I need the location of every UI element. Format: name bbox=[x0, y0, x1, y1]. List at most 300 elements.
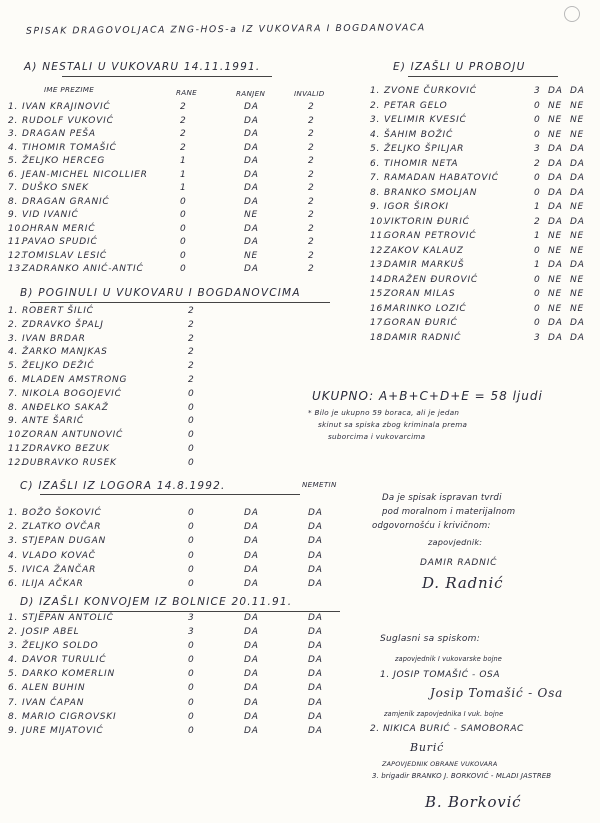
section-e-col-b: DA bbox=[548, 158, 563, 169]
section-e-col-c: DA bbox=[570, 187, 585, 198]
section-e-col-b: NE bbox=[548, 100, 563, 111]
section-e-row bbox=[370, 159, 595, 174]
section-b-number: 4. bbox=[8, 347, 19, 358]
section-e-col-c: NE bbox=[570, 115, 585, 125]
section-e-number: 16. bbox=[370, 303, 387, 314]
section-c-list bbox=[8, 508, 338, 593]
section-a-rane: 2 bbox=[180, 102, 187, 112]
section-e-col-a: 0 bbox=[534, 289, 541, 299]
section-b-row bbox=[8, 334, 338, 348]
section-d-number: 3. bbox=[8, 641, 19, 652]
section-c-col-c: DA bbox=[308, 550, 323, 561]
signer-1-signature: Josip Tomašić - Osa bbox=[430, 686, 564, 700]
attestation-role: zapovjednik: bbox=[428, 537, 483, 547]
section-e-name: BRANKO SMOLJAN bbox=[384, 187, 478, 198]
section-d-col-c: DA bbox=[308, 683, 323, 694]
section-a-invalid: 2 bbox=[308, 210, 315, 220]
section-e-name: VIKTORIN ĐURIĆ bbox=[384, 216, 470, 227]
section-a-ranjen: DA bbox=[244, 223, 259, 234]
section-d-col-c: DA bbox=[308, 627, 323, 638]
section-d-number: 4. bbox=[8, 655, 19, 666]
section-d-name: DARKO KOMERLIN bbox=[22, 669, 115, 680]
section-e-col-a: 2 bbox=[534, 216, 541, 227]
section-b-value: 0 bbox=[188, 416, 195, 427]
section-a-number: 1. bbox=[8, 102, 19, 112]
section-b-value: 0 bbox=[188, 443, 195, 454]
section-e-row bbox=[370, 130, 595, 145]
section-b-value: 2 bbox=[188, 333, 195, 344]
section-b-name: ŽELJKO DEŽIĆ bbox=[22, 361, 95, 372]
section-d-col-b: DA bbox=[244, 613, 259, 623]
section-e-number: 17. bbox=[370, 318, 387, 328]
section-a-invalid: 2 bbox=[308, 156, 315, 166]
section-e-row bbox=[370, 246, 595, 261]
section-c-col-c: DA bbox=[308, 578, 323, 589]
section-b-row bbox=[8, 458, 338, 472]
section-a-name: IVAN KRAJINOVIĆ bbox=[22, 102, 111, 112]
section-e-col-b: DA bbox=[548, 216, 563, 227]
section-d-col-a: 0 bbox=[188, 669, 195, 680]
section-a-rane: 0 bbox=[180, 250, 187, 261]
section-d-col-b: DA bbox=[244, 711, 259, 722]
section-a-number: 9. bbox=[8, 210, 19, 220]
section-d-col-a: 3 bbox=[188, 627, 195, 638]
section-c-number: 1. bbox=[8, 508, 19, 518]
section-a-row bbox=[8, 224, 338, 238]
section-a-name: TOMISLAV LESIĆ bbox=[22, 250, 108, 261]
section-a-name: ZADRANKO ANIĆ-ANTIĆ bbox=[22, 264, 144, 274]
section-a-invalid: 2 bbox=[308, 129, 315, 139]
section-a-row bbox=[8, 237, 338, 251]
section-e-col-b: DA bbox=[548, 260, 563, 270]
section-a-row bbox=[8, 264, 338, 278]
section-b-number: 6. bbox=[8, 374, 19, 385]
attestation-line-2: pod moralnom i materijalnom bbox=[382, 507, 516, 517]
section-e-col-a: 0 bbox=[534, 318, 541, 328]
section-d-row bbox=[8, 627, 338, 641]
section-a-row bbox=[8, 143, 338, 157]
section-e-col-c: DA bbox=[570, 173, 585, 183]
section-a-ranjen: DA bbox=[244, 264, 259, 274]
section-c-col-a: 0 bbox=[188, 536, 195, 547]
section-d-name: JOSIP ABEL bbox=[22, 627, 80, 638]
section-b-row bbox=[8, 403, 338, 417]
section-a-ranjen: NE bbox=[244, 250, 259, 261]
section-a-name: RUDOLF VUKOVIĆ bbox=[22, 115, 114, 126]
section-a-number: 5. bbox=[8, 156, 19, 166]
section-a-name: ŽELJKO HERCEG bbox=[22, 156, 106, 166]
section-a-row bbox=[8, 156, 338, 170]
section-d-row bbox=[8, 712, 338, 726]
section-a-invalid: 2 bbox=[308, 183, 315, 193]
section-b-value: 2 bbox=[188, 306, 195, 316]
section-a-rane: 0 bbox=[180, 196, 187, 207]
section-e-number: 9. bbox=[370, 202, 381, 212]
attestation-signature: D. Radnić bbox=[422, 574, 504, 592]
section-a-number: 8. bbox=[8, 196, 19, 207]
section-e-col-c: NE bbox=[570, 129, 585, 140]
document-title: SPISAK DRAGOVOLJACA ZNG-HOS-a IZ VUKOVARA I BOGDANOVACA bbox=[25, 22, 426, 37]
section-b-row bbox=[8, 375, 338, 389]
section-d-row bbox=[8, 641, 338, 655]
section-c-underline bbox=[40, 494, 300, 495]
section-e-number: 7. bbox=[370, 173, 381, 183]
section-a-ranjen: DA bbox=[244, 196, 259, 207]
section-d-col-a: 0 bbox=[188, 655, 195, 666]
section-e-list bbox=[370, 86, 595, 347]
section-c-col-b: DA bbox=[244, 564, 259, 575]
section-c-col-a: 0 bbox=[188, 578, 195, 589]
section-a-ranjen: NE bbox=[244, 210, 259, 220]
section-d-number: 2. bbox=[8, 627, 19, 638]
section-e-name: DAMIR RADNIĆ bbox=[384, 332, 462, 343]
section-d-col-a: 0 bbox=[188, 641, 195, 652]
section-b-value: 2 bbox=[188, 319, 195, 330]
section-c-col-c: DA bbox=[308, 508, 323, 518]
total-label: UKUPNO: A+B+C+D+E = 58 ljudi bbox=[312, 389, 543, 403]
section-d-list bbox=[8, 613, 338, 740]
section-b-value: 2 bbox=[188, 347, 195, 358]
section-a-number: 11. bbox=[8, 237, 25, 247]
section-a-invalid: 2 bbox=[308, 223, 315, 234]
section-d-col-c: DA bbox=[308, 711, 323, 722]
header-name: IME PREZIME bbox=[44, 85, 95, 94]
section-e-col-c: NE bbox=[570, 245, 585, 256]
section-b-value: 2 bbox=[188, 374, 195, 385]
section-c-col-b: DA bbox=[244, 508, 259, 518]
section-a-number: 3. bbox=[8, 129, 19, 139]
section-c-col-b: DA bbox=[244, 550, 259, 561]
section-b-row bbox=[8, 347, 338, 361]
section-b-row bbox=[8, 361, 338, 375]
section-e-col-c: DA bbox=[570, 158, 585, 169]
section-a-name: DRAGAN GRANIĆ bbox=[22, 196, 110, 207]
section-c-col-a: 0 bbox=[188, 508, 195, 518]
section-a-name: JEAN-MICHEL NICOLLIER bbox=[22, 169, 148, 180]
section-c-number: 5. bbox=[8, 564, 19, 575]
section-c-col-c: DA bbox=[308, 564, 323, 575]
section-d-col-c: DA bbox=[308, 697, 323, 708]
section-e-col-a: 2 bbox=[534, 158, 541, 169]
section-b-number: 3. bbox=[8, 333, 19, 344]
section-e-col-a: 0 bbox=[534, 115, 541, 125]
signer-2-role: zamjenik zapovjednika I vuk. bojne bbox=[384, 710, 504, 718]
section-d-col-a: 0 bbox=[188, 725, 195, 736]
header-invalid: INVALID bbox=[294, 89, 325, 98]
section-d-col-a: 3 bbox=[188, 613, 195, 623]
section-a-number: 4. bbox=[8, 142, 19, 153]
section-c-name: ILIJA AČKAR bbox=[22, 578, 84, 589]
section-e-name: RAMADAN HABATOVIĆ bbox=[384, 173, 499, 183]
section-a-rane: 1 bbox=[180, 169, 187, 180]
section-a-rane: 2 bbox=[180, 142, 187, 153]
section-a-row bbox=[8, 251, 338, 265]
section-d-name: ALEN BUHIN bbox=[22, 683, 86, 694]
section-e-name: ZORAN MILAS bbox=[384, 289, 456, 299]
section-d-row bbox=[8, 683, 338, 697]
header-rane: RANE bbox=[176, 88, 198, 97]
section-e-name: IGOR ŠIROKI bbox=[384, 202, 449, 212]
section-e-col-b: DA bbox=[548, 332, 563, 343]
section-c-name: BOŽO ŠOKOVIĆ bbox=[22, 508, 102, 518]
section-e-number: 15. bbox=[370, 289, 387, 299]
section-d-row bbox=[8, 669, 338, 683]
section-a-invalid: 2 bbox=[308, 169, 315, 180]
section-d-col-c: DA bbox=[308, 641, 323, 652]
section-a-row bbox=[8, 183, 338, 197]
section-b-number: 10. bbox=[8, 430, 25, 441]
section-e-col-b: NE bbox=[548, 115, 563, 125]
section-d-col-c: DA bbox=[308, 725, 323, 736]
signer-2-name: 2. NIKICA BURIĆ - SAMOBORAC bbox=[370, 724, 524, 734]
section-c-col-b: DA bbox=[244, 578, 259, 589]
section-b-name: MLADEN AMSTRONG bbox=[22, 374, 128, 385]
section-b-name: IVAN BRDAR bbox=[22, 333, 86, 344]
section-e-number: 4. bbox=[370, 129, 381, 140]
section-d-underline bbox=[40, 611, 340, 612]
section-d-number: 6. bbox=[8, 683, 19, 694]
header-ranjen: RANJEN bbox=[236, 89, 266, 98]
section-b-name: ANĐELKO SAKAŽ bbox=[22, 402, 109, 413]
section-a-name: DUŠKO SNEK bbox=[22, 183, 89, 193]
section-d-col-b: DA bbox=[244, 683, 259, 694]
section-c-col-a: 0 bbox=[188, 522, 195, 533]
section-d-col-a: 0 bbox=[188, 711, 195, 722]
section-a-invalid: 2 bbox=[308, 102, 315, 112]
section-e-row bbox=[370, 86, 595, 101]
section-a-invalid: 2 bbox=[308, 142, 315, 153]
section-e-col-a: 0 bbox=[534, 187, 541, 198]
section-e-name: ŽELJKO ŠPILJAR bbox=[384, 144, 465, 154]
section-d-number: 7. bbox=[8, 697, 19, 708]
section-c-row bbox=[8, 579, 338, 593]
section-e-row bbox=[370, 275, 595, 290]
section-d-col-b: DA bbox=[244, 669, 259, 680]
section-e-col-c: NE bbox=[570, 100, 585, 111]
section-d-number: 8. bbox=[8, 711, 19, 722]
section-d-name: DAVOR TURULIĆ bbox=[22, 655, 107, 666]
section-c-name: STJEPAN DUGAN bbox=[22, 536, 107, 547]
section-e-row bbox=[370, 115, 595, 130]
section-a-ranjen: DA bbox=[244, 102, 259, 112]
section-a-invalid: 2 bbox=[308, 115, 315, 126]
section-c-row bbox=[8, 522, 338, 536]
section-e-number: 14. bbox=[370, 274, 387, 285]
section-e-col-a: 1 bbox=[534, 231, 541, 241]
section-a-name: OHRAN MERIĆ bbox=[22, 223, 96, 234]
section-a-name: DRAGAN PEŠA bbox=[22, 129, 96, 139]
section-e-name: VELIMIR KVESIĆ bbox=[384, 115, 467, 125]
section-e-col-a: 0 bbox=[534, 245, 541, 256]
section-d-col-a: 0 bbox=[188, 683, 195, 694]
section-b-row bbox=[8, 416, 338, 430]
section-e-col-c: NE bbox=[570, 231, 585, 241]
section-e-col-a: 3 bbox=[534, 86, 541, 96]
section-d-number: 9. bbox=[8, 725, 19, 736]
section-d-col-b: DA bbox=[244, 641, 259, 652]
section-e-col-a: 0 bbox=[534, 274, 541, 285]
section-c-col-a: 0 bbox=[188, 550, 195, 561]
section-d-col-b: DA bbox=[244, 655, 259, 666]
section-a-rane: 0 bbox=[180, 223, 187, 234]
section-e-col-c: NE bbox=[570, 289, 585, 299]
section-a-invalid: 2 bbox=[308, 237, 315, 247]
section-d-col-b: DA bbox=[244, 627, 259, 638]
section-e-row bbox=[370, 260, 595, 275]
section-a-rane: 0 bbox=[180, 264, 187, 274]
section-d-name: JURE MIJATOVIĆ bbox=[22, 725, 104, 736]
section-a-ranjen: DA bbox=[244, 142, 259, 153]
agreement-heading: Suglasni sa spiskom: bbox=[380, 634, 481, 644]
section-e-col-a: 1 bbox=[534, 260, 541, 270]
section-b-number: 5. bbox=[8, 361, 19, 372]
section-b-number: 12. bbox=[8, 457, 25, 468]
section-e-row bbox=[370, 202, 595, 217]
section-d-col-c: DA bbox=[308, 613, 323, 623]
section-b-underline bbox=[30, 302, 330, 303]
section-e-col-c: DA bbox=[570, 216, 585, 227]
section-a-invalid: 2 bbox=[308, 250, 315, 261]
section-a-ranjen: DA bbox=[244, 237, 259, 247]
section-e-name: PETAR GELO bbox=[384, 100, 448, 111]
section-d-number: 5. bbox=[8, 669, 19, 680]
section-d-col-c: DA bbox=[308, 669, 323, 680]
section-c-number: 6. bbox=[8, 578, 19, 589]
total-note-line-3: suborcima i vukovarcima bbox=[328, 432, 426, 441]
section-e-col-b: NE bbox=[548, 245, 563, 256]
section-e-number: 2. bbox=[370, 100, 381, 111]
section-a-rane: 1 bbox=[180, 183, 187, 193]
section-e-col-c: NE bbox=[570, 303, 585, 314]
section-e-number: 13. bbox=[370, 260, 387, 270]
section-e-col-b: DA bbox=[548, 202, 563, 212]
section-d-name: MARIO CIGROVSKI bbox=[22, 711, 117, 722]
section-e-col-c: DA bbox=[570, 86, 585, 96]
section-b-row bbox=[8, 389, 338, 403]
section-b-value: 2 bbox=[188, 361, 195, 372]
section-e-number: 12. bbox=[370, 245, 387, 256]
section-a-rane: 1 bbox=[180, 156, 187, 166]
signer-3-role: ZAPOVJEDNIK OBRANE VUKOVARA bbox=[382, 760, 498, 768]
section-b-row bbox=[8, 306, 338, 320]
section-d-name: ŽELJKO SOLDO bbox=[22, 641, 99, 652]
section-c-col-b: DA bbox=[244, 536, 259, 547]
section-e-col-b: NE bbox=[548, 129, 563, 140]
section-e-col-a: 0 bbox=[534, 129, 541, 140]
section-d-col-a: 0 bbox=[188, 697, 195, 708]
section-e-underline bbox=[408, 76, 558, 77]
section-e-col-b: DA bbox=[548, 144, 563, 154]
section-e-name: ZVONE ČURKOVIĆ bbox=[384, 86, 477, 96]
section-e-row bbox=[370, 289, 595, 304]
corner-mark bbox=[564, 6, 580, 22]
section-a-ranjen: DA bbox=[244, 115, 259, 126]
section-b-number: 11. bbox=[8, 443, 25, 454]
section-b-name: ROBERT ŠILIĆ bbox=[22, 306, 94, 316]
section-a-ranjen: DA bbox=[244, 169, 259, 180]
section-c-row bbox=[8, 536, 338, 550]
section-b-name: NIKOLA BOGOJEVIĆ bbox=[22, 388, 122, 399]
section-b-value: 0 bbox=[188, 430, 195, 441]
section-c-name: IVICA ŽANČAR bbox=[22, 564, 97, 575]
attestation-line-1: Da je spisak ispravan tvrdi bbox=[382, 493, 502, 503]
section-b-name: DUBRAVKO RUSEK bbox=[22, 457, 117, 468]
section-c-col-c: DA bbox=[308, 522, 323, 533]
section-e-number: 11. bbox=[370, 231, 387, 241]
section-b-row bbox=[8, 444, 338, 458]
section-a-list bbox=[8, 102, 338, 278]
section-c-heading-extra: NEMETIN bbox=[302, 480, 337, 489]
section-a-number: 2. bbox=[8, 115, 19, 126]
section-e-row bbox=[370, 304, 595, 319]
section-d-name: IVAN ĆAPAN bbox=[22, 697, 85, 708]
section-a-rane: 0 bbox=[180, 237, 187, 247]
section-a-name: VID IVANIĆ bbox=[22, 210, 79, 220]
total-note-line-1: * Bilo je ukupno 59 boraca, ali je jedan bbox=[308, 408, 460, 417]
section-e-col-c: DA bbox=[570, 260, 585, 270]
section-a-invalid: 2 bbox=[308, 264, 315, 274]
section-c-col-c: DA bbox=[308, 536, 323, 547]
section-d-col-c: DA bbox=[308, 655, 323, 666]
section-d-col-b: DA bbox=[244, 725, 259, 736]
signer-2-signature: Burić bbox=[410, 741, 445, 754]
section-b-row bbox=[8, 320, 338, 334]
section-e-number: 1. bbox=[370, 86, 381, 96]
section-e-col-c: DA bbox=[570, 318, 585, 328]
section-a-number: 7. bbox=[8, 183, 19, 193]
section-e-number: 6. bbox=[370, 158, 381, 169]
section-c-row bbox=[8, 565, 338, 579]
signer-1-name: 1. JOSIP TOMAŠIĆ - OSA bbox=[380, 670, 501, 680]
section-d-col-b: DA bbox=[244, 697, 259, 708]
section-a-number: 12. bbox=[8, 250, 25, 261]
section-e-col-b: DA bbox=[548, 318, 563, 328]
section-b-list bbox=[8, 306, 338, 472]
section-e-row bbox=[370, 173, 595, 188]
section-b-name: ZDRAVKO BEZUK bbox=[22, 443, 110, 454]
section-e-name: GORAN PETROVIĆ bbox=[384, 231, 477, 241]
section-b-value: 0 bbox=[188, 402, 195, 413]
section-c-name: ZLATKO OVČAR bbox=[22, 522, 102, 533]
section-e-name: DAMIR MARKUŠ bbox=[384, 260, 465, 270]
section-c-col-a: 0 bbox=[188, 564, 195, 575]
section-d-row bbox=[8, 726, 338, 740]
section-e-row bbox=[370, 188, 595, 203]
section-e-col-a: 1 bbox=[534, 202, 541, 212]
section-e-name: ZAKOV KALAUZ bbox=[384, 245, 464, 256]
section-a-name: PAVAO SPUDIĆ bbox=[22, 237, 98, 247]
section-e-col-c: DA bbox=[570, 332, 585, 343]
signer-1-role: zapovjednik I vukovarske bojne bbox=[395, 655, 502, 663]
section-e-name: GORAN ĐURIĆ bbox=[384, 318, 458, 328]
section-d-row bbox=[8, 613, 338, 627]
section-d-number: 1. bbox=[8, 613, 19, 623]
section-b-name: ZORAN ANTUNOVIĆ bbox=[22, 430, 124, 441]
section-b-number: 9. bbox=[8, 416, 19, 427]
section-c-row bbox=[8, 508, 338, 522]
section-a-rane: 2 bbox=[180, 115, 187, 126]
section-b-value: 0 bbox=[188, 457, 195, 468]
section-a-ranjen: DA bbox=[244, 156, 259, 166]
section-a-underline bbox=[62, 76, 272, 77]
section-e-number: 5. bbox=[370, 144, 381, 154]
section-e-name: MARINKO LOZIĆ bbox=[384, 303, 467, 314]
section-c-row bbox=[8, 551, 338, 565]
section-e-row bbox=[370, 318, 595, 333]
section-e-row bbox=[370, 101, 595, 116]
section-b-value: 0 bbox=[188, 388, 195, 399]
section-a-name: TIHOMIR TOMAŠIĆ bbox=[22, 142, 117, 153]
